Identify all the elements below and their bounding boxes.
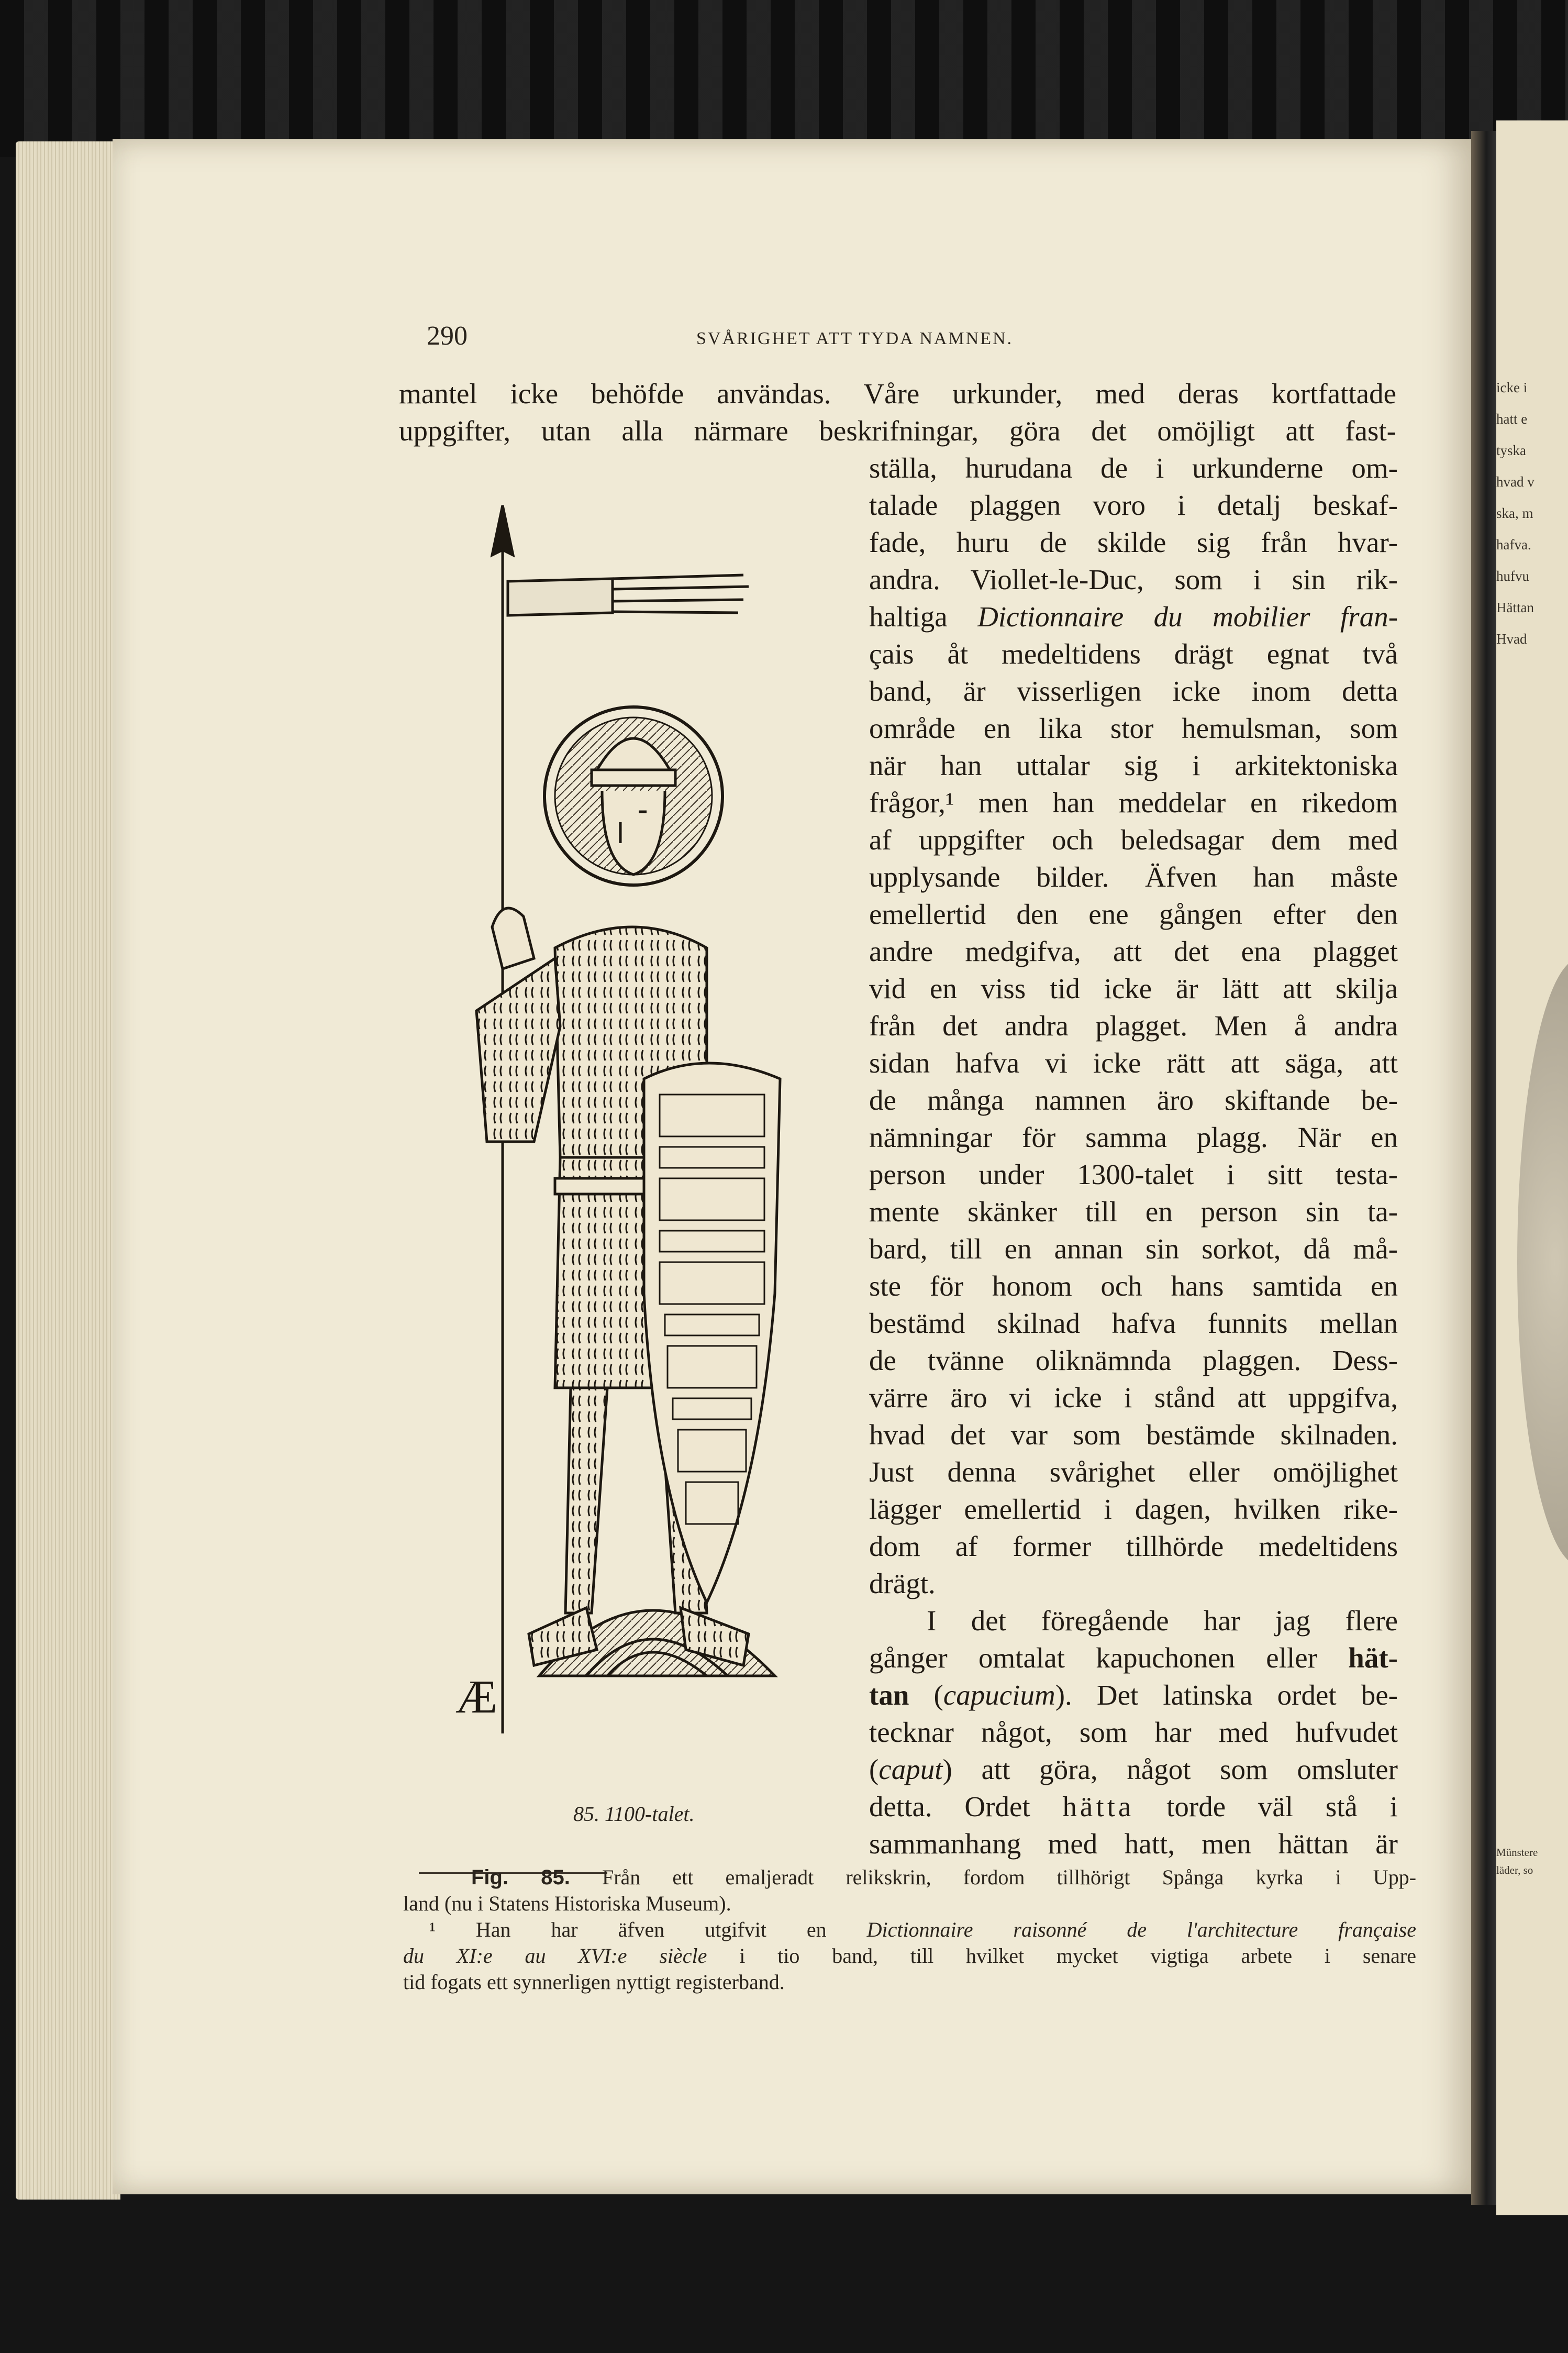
facing-page (1496, 120, 1568, 2215)
bold-term: tan (869, 1679, 909, 1711)
footnote-line: tid fogats ett synnerligen nyttigt registerband. (403, 1970, 785, 1994)
text-line: vid en viss tid icke är lätt att skilja (869, 973, 1398, 1004)
notes-block (403, 1864, 1416, 1995)
facing-page-fragment: Hvad (1496, 631, 1527, 647)
text-line: detta. Ordet hätta torde väl stå i (869, 1791, 1398, 1822)
text-line: Just denna svårighet eller omöjlighet (869, 1456, 1398, 1488)
text-line: sidan hafva vi icke rätt att säga, att (869, 1047, 1398, 1079)
facing-page-fragment: hvad v (1496, 474, 1534, 490)
italic-title: Dictionnaire du mobilier fran- (977, 601, 1398, 633)
text-line: mente skänker till en person sin ta- (869, 1196, 1398, 1228)
text-line: mantel icke behöfde användas. Våre urkunder, med deras kortfattade (399, 378, 1396, 410)
text-line: de tvänne oliknämnda plaggen. Dess- (869, 1344, 1398, 1376)
footnote-line: du XI:e au XVI:e siècle i tio band, till hvilket mycket vigtiga arbete i senare (403, 1944, 1416, 1968)
italic-term: caput (878, 1753, 943, 1785)
page-edges (16, 141, 120, 2200)
text-line: (caput) att göra, något som omsluter (869, 1753, 1398, 1785)
text-line: person under 1300-talet i sitt testa- (869, 1158, 1398, 1190)
figure-caption-line: land (nu i Statens Historiska Museum). (403, 1892, 731, 1915)
facing-page-seal-image (1517, 958, 1568, 1566)
facing-page-fragment: ska, m (1496, 505, 1533, 521)
text-line: värre äro vi icke i stånd att uppgifva, (869, 1382, 1398, 1413)
text-line: bestämd skilnad hafva funnits mellan (869, 1307, 1398, 1339)
lance-head (492, 505, 513, 555)
figure-small-caption: 85. 1100-talet. (573, 1802, 695, 1826)
text-line: çais åt medeltidens drägt egnat två (869, 638, 1398, 670)
facing-page-fragment: icke i (1496, 380, 1528, 395)
facing-page-fragment: hafva. (1496, 537, 1531, 553)
text-line: I det föregående har jag flere (927, 1605, 1398, 1637)
text-line: område en lika stor hemulsman, som (869, 712, 1398, 744)
banner-icon (508, 579, 613, 615)
page-number: 290 (427, 321, 468, 351)
scan-backdrop (0, 0, 1568, 157)
text-line: andra. Viollet-le-Duc, som i sin rik- (869, 564, 1398, 595)
text-line: dom af former tillhörde medeltidens (869, 1530, 1398, 1562)
text-line: talade plaggen voro i detalj beskaf- (869, 489, 1398, 521)
text-line: frågor,¹ men han meddelar en rikedom (869, 787, 1398, 819)
text-line: ställa, hurudana de i urkunderne om- (869, 452, 1398, 484)
text-line: nämningar för samma plagg. När en (869, 1121, 1398, 1153)
bold-term: hät- (1348, 1642, 1398, 1674)
text-line: band, är visserligen icke inom detta (869, 675, 1398, 707)
facing-page-fragment: hatt e (1496, 411, 1528, 427)
text-line: från det andra plagget. Men å andra (869, 1010, 1398, 1042)
text-line: de många namnen äro skiftande be- (869, 1084, 1398, 1116)
book-gutter (1471, 131, 1496, 2205)
text-line: bard, till en annan sin sorkot, då må- (869, 1233, 1398, 1265)
figure-label: Fig. 85. (471, 1866, 570, 1889)
monogram-mark: Æ (455, 1671, 498, 1723)
facing-page-fragment: Münstere (1496, 1846, 1538, 1859)
knight-illustration (414, 498, 859, 1802)
text-line: hvad det var som bestämde skilnaden. (869, 1419, 1398, 1451)
text-line: gånger omtalat kapuchonen eller hät- (869, 1642, 1398, 1674)
facing-page-fragment: hufvu (1496, 568, 1529, 584)
spaced-term: hätta (1062, 1791, 1135, 1822)
text-line: lägger emellertid i dagen, hvilken rike- (869, 1493, 1398, 1525)
text-line: andre medgifva, att det ena plagget (869, 935, 1398, 967)
body-text-full-width (399, 375, 1396, 449)
text-line: tan (capucium). Det latinska ordet be- (869, 1679, 1398, 1711)
text-line: uppgifter, utan alla närmare beskrifningar, göra det omöjligt att fast- (399, 415, 1396, 447)
body-text-column (869, 449, 1398, 1862)
facing-page-fragment: Hättan (1496, 600, 1534, 615)
text-line: drägt. (869, 1567, 936, 1599)
italic-term: capucium (943, 1679, 1055, 1711)
text-line: sammanhang med hatt, men hättan är (869, 1828, 1398, 1860)
text-line: haltiga Dictionnaire du mobilier fran- (869, 601, 1398, 633)
text-line: ste för honom och hans samtida en (869, 1270, 1398, 1302)
text-line: fade, huru de skilde sig från hvar- (869, 526, 1398, 558)
text-line: emellertid den ene gången efter den (869, 898, 1398, 930)
figure-caption-line: Fig. 85. Från ett emaljeradt relikskrin, fordom tillhörigt Spånga kyrka i Upp- (471, 1865, 1417, 1889)
text-line: upplysande bilder. Äfven han måste (869, 861, 1398, 893)
text-line: tecknar något, som har med hufvudet (869, 1716, 1398, 1748)
text-line: af uppgifter och beledsagar dem med (869, 824, 1398, 856)
footnote-line: ¹ Han har äfven utgifvit en Dictionnaire raisonné de l'architecture française (429, 1918, 1416, 1941)
running-title: SVÅRIGHET ATT TYDA NAMNEN. (696, 329, 1014, 348)
facing-page-fragment: tyska (1496, 443, 1526, 458)
facing-page-fragment: läder, so (1496, 1864, 1533, 1876)
text-line: när han uttalar sig i arkitektoniska (869, 749, 1398, 781)
